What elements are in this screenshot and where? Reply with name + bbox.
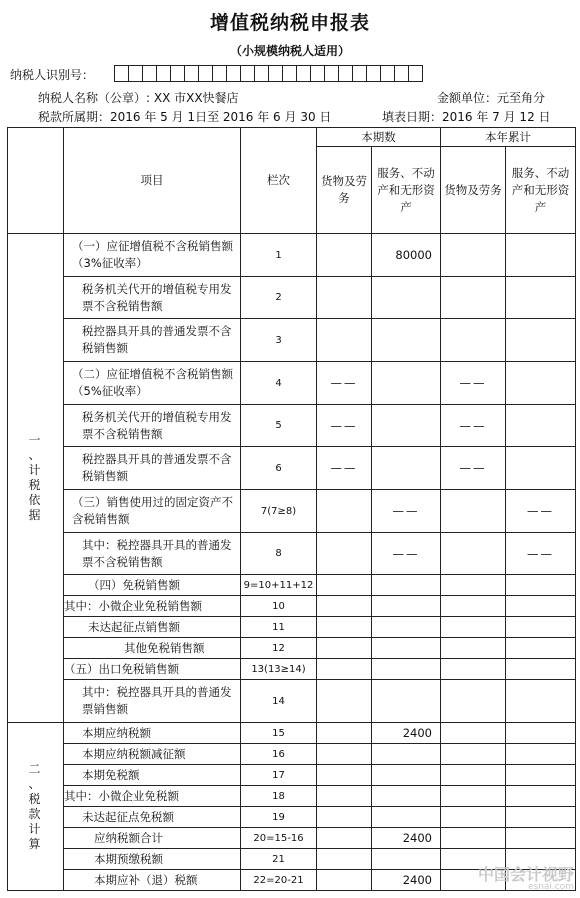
section-tax-basis: 一 、 计 税 依 据 [8,234,64,723]
not-applicable-cell: —— [506,533,576,575]
row-code: 11 [241,617,317,638]
id-digit-box[interactable] [296,65,311,82]
row-item-label: 本期应补（退）税额 [64,870,241,891]
row-item-label: 税务机关代开的增值税专用发票不含税销售额 [64,405,241,447]
not-applicable-cell: —— [317,447,372,490]
amount-cell[interactable]: 2400 [372,870,441,891]
amount-cell[interactable] [506,277,576,319]
amount-cell[interactable] [317,638,372,659]
amount-cell[interactable] [317,234,372,277]
amount-cell[interactable] [317,680,372,723]
table-row [8,744,576,765]
not-applicable-cell: —— [441,447,506,490]
table-row [8,786,576,807]
amount-cell[interactable] [506,575,576,596]
amount-cell[interactable] [441,617,506,638]
row-item-label: （一）应征增值税不含税销售额（3%征收率） [64,234,241,277]
header-services-ytd: 服务、不动产和无形资产 [506,147,576,234]
amount-cell[interactable] [441,596,506,617]
amount-cell[interactable] [441,638,506,659]
row-item-label: 税务机关代开的增值税专用发票不含税销售额 [64,277,241,319]
amount-cell[interactable] [506,638,576,659]
amount-cell[interactable] [372,277,441,319]
amount-cell[interactable] [441,828,506,849]
row-code: 6 [241,447,317,490]
row-code: 3 [241,319,317,362]
amount-cell[interactable] [441,277,506,319]
form-subtitle: （小规模纳税人适用） [229,44,350,58]
amount-cell[interactable] [441,533,506,575]
id-digit-box[interactable] [114,65,129,82]
row-item-label: （四）免税销售额 [64,575,241,596]
amount-cell[interactable] [317,659,372,680]
header-current-period: 本期数 [317,128,441,147]
row-item-label: 税控器具开具的普通发票不含税销售额 [64,447,241,490]
amount-cell[interactable] [317,575,372,596]
id-digit-box[interactable] [156,65,171,82]
not-applicable-cell: —— [317,405,372,447]
id-digit-box[interactable] [240,65,255,82]
table-row [8,596,576,617]
row-code: 8 [241,533,317,575]
table-row [8,765,576,786]
amount-cell[interactable] [372,319,441,362]
not-applicable-cell: —— [372,490,441,533]
row-item-label: 税控器具开具的普通发票不含税销售额 [64,319,241,362]
id-digit-box[interactable] [352,65,367,82]
id-digit-box[interactable] [226,65,241,82]
id-digit-box[interactable] [268,65,283,82]
amount-cell[interactable] [372,765,441,786]
amount-cell[interactable] [506,234,576,277]
amount-cell[interactable] [317,277,372,319]
amount-cell[interactable]: 2400 [372,828,441,849]
amount-cell[interactable] [372,786,441,807]
amount-cell[interactable] [372,638,441,659]
row-code: 18 [241,786,317,807]
id-digit-box[interactable] [282,65,297,82]
row-code: 16 [241,744,317,765]
amount-cell[interactable] [506,744,576,765]
row-code: 21 [241,849,317,870]
table-row [8,807,576,828]
not-applicable-cell: —— [441,362,506,405]
amount-cell[interactable] [317,786,372,807]
row-item-label: 其他免税销售额 [64,638,241,659]
watermark-text: 中国会计视野 [477,865,574,884]
watermark-logo [478,862,574,892]
amount-cell[interactable] [372,744,441,765]
row-item-label: 未达起征点免税额 [64,807,241,828]
amount-cell[interactable] [317,596,372,617]
amount-cell[interactable] [317,849,372,870]
amount-cell[interactable] [372,807,441,828]
row-code: 20=15-16 [241,828,317,849]
row-item-label: 本期预缴税额 [64,849,241,870]
row-item-label: 未达起征点销售额 [64,617,241,638]
row-item-label: （二）应征增值税不含税销售额（5%征收率） [64,362,241,405]
table-row [8,490,576,533]
amount-cell[interactable] [441,575,506,596]
header-item: 项目 [64,128,241,234]
id-digit-box[interactable] [128,65,143,82]
row-item-label: 本期应纳税额减征额 [64,744,241,765]
table-row [8,659,576,680]
amount-cell[interactable] [317,533,372,575]
amount-cell[interactable] [317,744,372,765]
row-code: 19 [241,807,317,828]
table-row [8,405,576,447]
row-code: 2 [241,277,317,319]
row-code: 4 [241,362,317,405]
table-row [8,723,576,744]
header-goods-ytd: 货物及劳务 [441,147,506,234]
id-digit-box[interactable] [380,65,395,82]
header-year-to-date: 本年累计 [441,128,576,147]
amount-cell[interactable] [506,659,576,680]
row-item-label: 本期应纳税额 [64,723,241,744]
table-row [8,533,576,575]
amount-cell[interactable] [317,828,372,849]
amount-cell[interactable] [506,362,576,405]
amount-cell[interactable] [372,596,441,617]
tax-period: 税款所属期：2016 年 5 月 1日至 2016 年 6 月 30 日 [38,110,332,124]
row-code: 13(13≥14) [241,659,317,680]
amount-cell[interactable] [317,617,372,638]
amount-cell[interactable] [441,659,506,680]
amount-cell[interactable] [317,490,372,533]
amount-cell[interactable] [372,617,441,638]
row-item-label: 其中：税控器具开具的普通发票销售额 [64,680,241,723]
id-digit-box[interactable] [366,65,381,82]
amount-cell[interactable] [441,807,506,828]
amount-cell[interactable] [317,870,372,891]
amount-cell[interactable] [372,447,441,490]
row-code: 10 [241,596,317,617]
id-digit-box[interactable] [212,65,227,82]
row-code: 22=20-21 [241,870,317,891]
amount-cell[interactable] [372,659,441,680]
header-code: 栏次 [241,128,317,234]
amount-cell[interactable] [506,596,576,617]
fill-date: 填表日期：2016 年 7 月 12 日 [382,110,551,124]
row-code: 12 [241,638,317,659]
tax-return-table [7,127,576,891]
row-code: 7(7≥8) [241,490,317,533]
amount-cell[interactable] [441,680,506,723]
amount-cell[interactable] [441,319,506,362]
amount-cell[interactable] [441,234,506,277]
table-row [8,362,576,405]
table-row [8,828,576,849]
amount-cell[interactable] [441,490,506,533]
row-code: 1 [241,234,317,277]
watermark-subtext: esnai.com [527,882,574,892]
table-row [8,319,576,362]
header-blank-cell [8,128,64,234]
id-digit-box[interactable] [184,65,199,82]
table-row [8,234,576,277]
id-digit-box[interactable] [394,65,409,82]
row-item-label: （三）销售使用过的固定资产不含税销售额 [64,490,241,533]
row-code: 9=10+11+12 [241,575,317,596]
amount-cell[interactable] [441,723,506,744]
id-digit-box[interactable] [310,65,325,82]
amount-cell[interactable] [506,617,576,638]
not-applicable-cell: —— [506,490,576,533]
id-digit-box[interactable] [198,65,213,82]
id-digit-box[interactable] [142,65,157,82]
table-row [8,617,576,638]
amount-cell[interactable] [317,319,372,362]
amount-cell[interactable] [506,447,576,490]
form-title: 增值税纳税申报表 [209,12,370,34]
amount-unit: 金额单位：元至角分 [437,91,546,105]
table-row [8,680,576,723]
amount-cell[interactable] [506,807,576,828]
amount-cell[interactable] [372,575,441,596]
id-digit-box[interactable] [408,65,423,82]
table-row [8,447,576,490]
row-item-label: 其中：小微企业免税额 [64,786,241,807]
amount-cell[interactable] [506,786,576,807]
id-digit-box[interactable] [170,65,185,82]
not-applicable-cell: —— [372,533,441,575]
amount-cell[interactable] [506,723,576,744]
row-code: 5 [241,405,317,447]
amount-cell[interactable] [372,849,441,870]
table-row [8,277,576,319]
taxpayer-id-label: 纳税人识别号： [10,68,95,82]
amount-cell[interactable]: 2400 [372,723,441,744]
header-goods: 货物及劳务 [317,147,372,234]
amount-cell[interactable] [441,765,506,786]
row-item-label: 其中：小微企业免税销售额 [64,596,241,617]
amount-cell[interactable] [372,362,441,405]
amount-cell[interactable] [506,828,576,849]
row-item-label: 其中：税控器具开具的普通发票不含税销售额 [64,533,241,575]
amount-cell[interactable] [372,680,441,723]
taxpayer-id-boxes[interactable] [114,65,422,82]
amount-cell[interactable] [317,807,372,828]
amount-cell[interactable] [441,786,506,807]
amount-cell[interactable] [506,319,576,362]
row-item-label: 本期免税额 [64,765,241,786]
amount-cell[interactable] [372,405,441,447]
id-digit-box[interactable] [338,65,353,82]
not-applicable-cell: —— [317,362,372,405]
amount-cell[interactable] [317,765,372,786]
header-services: 服务、不动产和无形资产 [372,147,441,234]
amount-cell[interactable] [506,680,576,723]
row-code: 15 [241,723,317,744]
row-code: 17 [241,765,317,786]
id-digit-box[interactable] [254,65,269,82]
row-item-label: 应纳税额合计 [64,828,241,849]
amount-cell[interactable] [506,405,576,447]
not-applicable-cell: —— [441,405,506,447]
amount-cell[interactable] [441,744,506,765]
taxpayer-name: 纳税人名称（公章）: XX 市XX快餐店 [38,91,239,105]
row-item-label: （五）出口免税销售额 [64,659,241,680]
table-row [8,575,576,596]
amount-cell[interactable]: 80000 [372,234,441,277]
amount-cell[interactable] [317,723,372,744]
section-tax-calculation: 二 、 税 款 计 算 [8,723,64,891]
table-row [8,638,576,659]
amount-cell[interactable] [506,765,576,786]
id-digit-box[interactable] [324,65,339,82]
row-code: 14 [241,680,317,723]
